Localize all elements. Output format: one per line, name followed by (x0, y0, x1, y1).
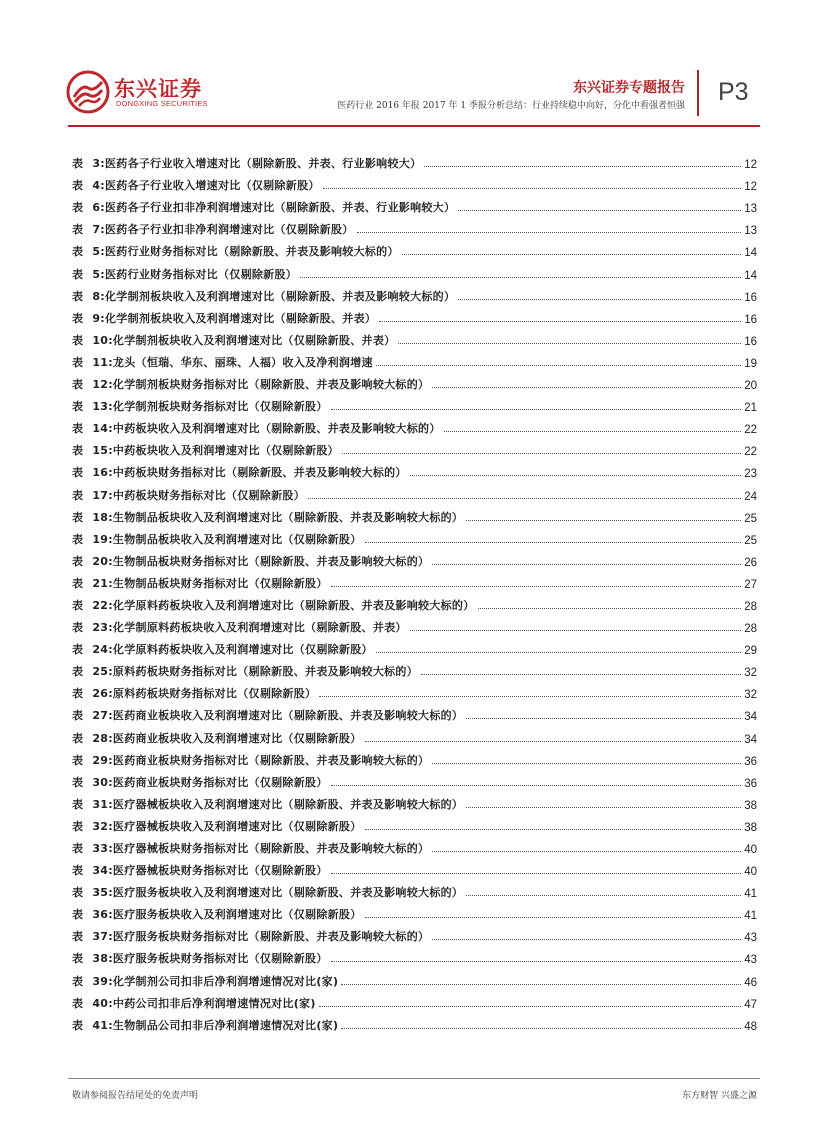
toc-entry[interactable] (72, 723, 757, 745)
toc-entry-text: 32:医疗器械板块收入及利润增速对比（仅剔除新股） (92, 819, 362, 833)
toc-entry-prefix: 表 (72, 223, 84, 237)
toc-leader-dots (466, 807, 741, 808)
toc-entry-page: 28 (744, 600, 757, 613)
toc-entry-page: 25 (744, 512, 757, 525)
toc-entry[interactable] (72, 392, 757, 414)
toc-entry[interactable] (72, 944, 757, 966)
toc-entry-text: 3:医药各子行业收入增速对比（剔除新股、并表、行业影响较大） (92, 157, 422, 171)
toc-entry-text: 24:化学原料药板块收入及利润增速对比（仅剔除新股） (92, 643, 373, 657)
toc-entry[interactable] (72, 259, 757, 281)
toc-entry-text: 41:生物制品公司扣非后净利润增速情况对比(家) (92, 1018, 339, 1032)
toc-entry-page: 38 (744, 821, 757, 834)
toc-leader-dots (331, 785, 742, 786)
toc-leader-dots (379, 321, 741, 322)
toc-entry-text: 16:中药板块财务指标对比（剔除新股、并表及影响较大标的） (92, 466, 407, 480)
toc-leader-dots (466, 520, 741, 521)
toc-entry-label (72, 663, 418, 679)
toc-leader-dots (365, 741, 742, 742)
toc-entry-label (72, 155, 421, 171)
toc-entry-label (72, 597, 475, 613)
toc-entry-prefix: 表 (72, 665, 84, 679)
toc-entry[interactable] (72, 856, 757, 878)
toc-entry-prefix: 表 (72, 598, 84, 612)
toc-entry-page: 16 (744, 291, 757, 304)
toc-entry-page: 19 (744, 357, 757, 370)
toc-entry[interactable] (72, 348, 757, 370)
toc-entry-text: 17:中药板块财务指标对比（仅剔除新股） (92, 488, 306, 502)
toc-entry-text: 5:医药行业财务指标对比（剔除新股、并表及影响较大标的） (92, 245, 399, 259)
toc-entry-label (72, 332, 395, 348)
logo-name-en: DONGXING SECURITIES (116, 99, 208, 108)
toc-entry-label (72, 730, 362, 746)
toc-leader-dots (432, 763, 741, 764)
toc-entry-label (72, 707, 463, 723)
toc-entry-label (72, 619, 407, 635)
page-number: P3 (718, 78, 749, 106)
toc-entry-prefix: 表 (72, 996, 84, 1010)
toc-leader-dots (478, 608, 742, 609)
toc-entry-page: 32 (744, 689, 757, 702)
toc-entry-prefix: 表 (72, 554, 84, 568)
toc-entry[interactable] (72, 193, 757, 215)
toc-entry[interactable] (72, 834, 757, 856)
toc-entry-label (72, 199, 455, 215)
toc-entry-prefix: 表 (72, 267, 84, 281)
toc-entry-text: 19:生物制品板块收入及利润增速对比（仅剔除新股） (92, 532, 362, 546)
toc-entry[interactable] (72, 812, 757, 834)
toc-entry-label (72, 1017, 338, 1033)
toc-entry-page: 28 (744, 623, 757, 636)
toc-entry-label (72, 177, 320, 193)
toc-leader-dots (341, 1028, 741, 1029)
toc-entry-label (72, 796, 463, 812)
toc-entry-text: 37:医疗服务板块财务指标对比（剔除新股、并表及影响较大标的） (92, 930, 430, 944)
toc-leader-dots (323, 188, 742, 189)
toc-entry-text: 34:医疗器械板块财务指标对比（仅剔除新股） (92, 864, 328, 878)
toc-entry[interactable] (72, 304, 757, 326)
toc-entry[interactable] (72, 591, 757, 613)
toc-entry-label (72, 442, 339, 458)
toc-entry-prefix: 表 (72, 400, 84, 414)
toc-entry[interactable] (72, 746, 757, 768)
toc-leader-dots (341, 984, 741, 985)
toc-leader-dots (331, 409, 742, 410)
toc-leader-dots (331, 873, 742, 874)
toc-entry[interactable] (72, 613, 757, 635)
table-of-contents (72, 149, 757, 1033)
toc-entry[interactable] (72, 966, 757, 988)
toc-entry-page: 13 (744, 203, 757, 216)
toc-entry[interactable] (72, 768, 757, 790)
toc-entry-prefix: 表 (72, 333, 84, 347)
toc-entry-page: 21 (744, 402, 757, 415)
toc-entry-label (72, 288, 455, 304)
toc-entry-text: 33:医疗器械板块财务指标对比（剔除新股、并表及影响较大标的） (92, 842, 430, 855)
toc-entry-page: 46 (744, 976, 757, 989)
toc-entry-text: 14:中药板块收入及利润增速对比（剔除新股、并表及影响较大标的） (92, 422, 441, 436)
toc-entry-label (72, 774, 328, 790)
toc-entry-page: 26 (744, 556, 757, 569)
toc-entry[interactable] (72, 370, 757, 392)
toc-entry-page: 16 (744, 313, 757, 326)
toc-entry[interactable] (72, 878, 757, 900)
toc-leader-dots (432, 564, 741, 565)
toc-entry-prefix: 表 (72, 908, 84, 922)
report-title: 东兴证券专题报告 (573, 80, 685, 96)
toc-entry-text: 7:医药各子行业扣非净利润增速对比（仅剔除新股） (92, 223, 354, 237)
toc-entry-label (72, 950, 328, 966)
toc-entry[interactable] (72, 635, 757, 657)
toc-entry-page: 36 (744, 755, 757, 768)
toc-entry-prefix: 表 (72, 179, 84, 193)
toc-entry[interactable] (72, 171, 757, 193)
toc-entry-prefix: 表 (72, 819, 84, 833)
toc-entry-text: 36:医疗服务板块收入及利润增速对比（仅剔除新股） (92, 908, 362, 922)
report-subtitle: 医药行业 2016 年报 2017 年 1 季报分析总结：行业持续稳中向好，分化中看强者恒强 (337, 101, 685, 111)
toc-entry-page: 48 (744, 1020, 757, 1033)
toc-entry[interactable] (72, 547, 757, 569)
toc-entry[interactable] (72, 215, 757, 237)
toc-entry-page: 38 (744, 799, 757, 812)
toc-entry-prefix: 表 (72, 797, 84, 811)
toc-leader-dots (365, 542, 742, 543)
toc-entry[interactable] (72, 790, 757, 812)
footer-disclaimer: 敬请参阅报告结尾处的免责声明 (72, 1091, 199, 1101)
toc-leader-dots (432, 851, 741, 852)
toc-leader-dots (319, 696, 741, 697)
toc-entry-prefix: 表 (72, 709, 84, 723)
toc-entry-page: 41 (744, 888, 757, 901)
toc-entry-prefix: 表 (72, 753, 84, 767)
toc-leader-dots (444, 431, 742, 432)
toc-leader-dots (466, 895, 741, 896)
toc-entry-prefix: 表 (72, 886, 84, 900)
toc-leader-dots (458, 210, 741, 211)
toc-entry-label (72, 310, 376, 326)
toc-entry[interactable] (72, 525, 757, 547)
toc-entry-label (72, 575, 328, 591)
header-divider (68, 125, 760, 127)
toc-entry-text: 39:化学制剂公司扣非后净利润增速情况对比(家) (92, 974, 339, 988)
toc-entry-label (72, 243, 399, 259)
toc-leader-dots (319, 1006, 742, 1007)
toc-leader-dots (424, 166, 741, 167)
toc-entry[interactable] (72, 436, 757, 458)
toc-entry-label (72, 641, 373, 657)
toc-entry-page: 32 (744, 667, 757, 680)
toc-entry[interactable] (72, 701, 757, 723)
toc-entry-page: 14 (744, 269, 757, 282)
toc-entry-prefix: 表 (72, 532, 84, 546)
toc-entry-prefix: 表 (72, 289, 84, 303)
toc-entry-text: 35:医疗服务板块收入及利润增速对比（剔除新股、并表及影响较大标的） (92, 886, 464, 900)
toc-entry-label (72, 420, 441, 436)
toc-entry-label (72, 884, 463, 900)
toc-entry-prefix: 表 (72, 864, 84, 878)
toc-entry[interactable] (72, 326, 757, 348)
toc-entry-label (72, 973, 338, 989)
toc-entry[interactable] (72, 414, 757, 436)
toc-entry-text: 23:化学制原料药板块收入及利润增速对比（剔除新股、并表） (92, 621, 407, 635)
toc-entry-label (72, 685, 316, 701)
toc-entry-prefix: 表 (72, 422, 84, 436)
toc-entry-text: 4:医药各子行业收入增速对比（仅剔除新股） (92, 179, 320, 193)
toc-entry-label (72, 221, 354, 237)
toc-entry-prefix: 表 (72, 510, 84, 524)
toc-entry-text: 18:生物制品板块收入及利润增速对比（剔除新股、并表及影响较大标的） (92, 510, 464, 524)
toc-leader-dots (342, 453, 741, 454)
toc-entry-text: 22:化学原料药板块收入及利润增速对比（剔除新股、并表及影响较大标的） (92, 598, 475, 612)
toc-leader-dots (432, 387, 741, 388)
toc-leader-dots (376, 365, 741, 366)
toc-entry-page: 36 (744, 777, 757, 790)
toc-entry-prefix: 表 (72, 930, 84, 944)
toc-entry-text: 15:中药板块收入及利润增速对比（仅剔除新股） (92, 444, 339, 458)
toc-entry-label (72, 376, 429, 392)
toc-entry-text: 38:医疗服务板块财务指标对比（仅剔除新股） (92, 952, 328, 966)
toc-entry-page: 25 (744, 534, 757, 547)
toc-entry-text: 11:龙头（恒瑞、华东、丽珠、人福）收入及净利润增速 (92, 355, 373, 369)
toc-leader-dots (398, 343, 741, 344)
toc-entry-text: 27:医药商业板块收入及利润增速对比（剔除新股、并表及影响较大标的） (92, 709, 464, 723)
toc-leader-dots (421, 674, 741, 675)
toc-entry-page: 22 (744, 424, 757, 437)
toc-entry[interactable] (72, 569, 757, 591)
toc-leader-dots (376, 652, 741, 653)
toc-entry-text: 31:医疗器械板块收入及利润增速对比（剔除新股、并表及影响较大标的） (92, 797, 464, 811)
toc-entry-label (72, 398, 328, 414)
toc-entry-text: 8:化学制剂板块收入及利润增速对比（剔除新股、并表及影响较大标的） (92, 289, 456, 303)
toc-entry-page: 40 (744, 844, 757, 856)
toc-entry-page: 40 (744, 866, 757, 879)
toc-leader-dots (432, 939, 741, 940)
toc-leader-dots (410, 630, 741, 631)
toc-entry[interactable] (72, 657, 757, 679)
toc-entry-prefix: 表 (72, 1018, 84, 1032)
toc-entry-prefix: 表 (72, 355, 84, 369)
toc-entry-page: 12 (744, 181, 757, 194)
toc-entry-prefix: 表 (72, 444, 84, 458)
toc-entry-label (72, 840, 429, 856)
toc-entry-label (72, 818, 362, 834)
toc-entry-prefix: 表 (72, 775, 84, 789)
toc-entry-prefix: 表 (72, 488, 84, 502)
toc-entry-page: 16 (744, 335, 757, 348)
toc-entry[interactable] (72, 679, 757, 701)
toc-entry-prefix: 表 (72, 311, 84, 325)
toc-entry-text: 13:化学制剂板块财务指标对比（仅剔除新股） (92, 400, 328, 414)
toc-entry-label (72, 906, 362, 922)
toc-leader-dots (365, 829, 742, 830)
toc-entry-prefix: 表 (72, 621, 84, 635)
toc-entry-page: 43 (744, 954, 757, 967)
toc-entry-text: 40:中药公司扣非后净利润增速情况对比(家) (92, 996, 316, 1010)
header-divider-vertical (697, 70, 699, 116)
toc-entry-text: 6:医药各子行业扣非净利润增速对比（剔除新股、并表、行业影响较大） (92, 201, 456, 215)
toc-entry-text: 25:原料药板块财务指标对比（剔除新股、并表及影响较大标的） (92, 665, 419, 679)
toc-entry[interactable] (72, 1011, 757, 1033)
toc-entry-prefix: 表 (72, 643, 84, 657)
toc-entry-label (72, 928, 429, 944)
toc-entry[interactable] (72, 922, 757, 944)
toc-entry-page: 22 (744, 446, 757, 459)
toc-leader-dots (331, 586, 742, 587)
toc-entry-text: 12:化学制剂板块财务指标对比（剔除新股、并表及影响较大标的） (92, 378, 430, 392)
toc-entry-label (72, 862, 328, 878)
toc-entry-label (72, 752, 429, 768)
toc-entry[interactable] (72, 480, 757, 502)
toc-entry-prefix: 表 (72, 952, 84, 966)
toc-entry-text: 9:化学制剂板块收入及利润增速对比（剔除新股、并表） (92, 311, 377, 325)
toc-entry-text: 28:医药商业板块收入及利润增速对比（仅剔除新股） (92, 731, 362, 745)
toc-entry-page: 34 (744, 733, 757, 746)
toc-entry-page: 34 (744, 711, 757, 724)
toc-entry-text: 20:生物制品板块财务指标对比（剔除新股、并表及影响较大标的） (92, 554, 430, 568)
toc-entry-label (72, 509, 463, 525)
toc-leader-dots (458, 299, 741, 300)
toc-entry-page: 14 (744, 247, 757, 260)
toc-entry[interactable] (72, 282, 757, 304)
toc-entry-page: 29 (744, 645, 757, 658)
toc-entry-page: 13 (744, 225, 757, 238)
toc-entry-label (72, 995, 316, 1011)
toc-entry-prefix: 表 (72, 245, 84, 259)
toc-entry-label (72, 354, 373, 370)
toc-entry[interactable] (72, 458, 757, 480)
toc-entry-prefix: 表 (72, 731, 84, 745)
toc-entry[interactable] (72, 149, 757, 171)
toc-entry-label (72, 464, 407, 480)
toc-entry-page: 41 (744, 910, 757, 923)
toc-leader-dots (300, 277, 741, 278)
toc-entry-text: 10:化学制剂板块收入及利润增速对比（仅剔除新股、并表） (92, 333, 396, 347)
footer-divider (68, 1078, 760, 1079)
footer-slogan: 东方财智 兴盛之源 (682, 1091, 757, 1101)
toc-leader-dots (410, 475, 741, 476)
toc-entry-page: 12 (744, 159, 757, 172)
toc-entry[interactable] (72, 900, 757, 922)
toc-entry-prefix: 表 (72, 974, 84, 988)
toc-entry-prefix: 表 (72, 378, 84, 392)
page-header (0, 0, 827, 130)
toc-entry-label (72, 266, 297, 282)
toc-leader-dots (365, 917, 742, 918)
toc-entry[interactable] (72, 989, 757, 1011)
toc-entry-page: 20 (744, 380, 757, 393)
toc-leader-dots (466, 718, 741, 719)
toc-entry-prefix: 表 (72, 201, 84, 215)
toc-entry-page: 47 (744, 998, 757, 1011)
dongxing-logo-icon (66, 70, 110, 114)
toc-entry-label (72, 531, 362, 547)
toc-leader-dots (308, 498, 741, 499)
toc-entry-prefix: 表 (72, 687, 84, 701)
toc-entry-prefix: 表 (72, 157, 84, 171)
toc-entry-page: 24 (744, 490, 757, 503)
toc-leader-dots (402, 254, 741, 255)
toc-leader-dots (357, 232, 742, 233)
toc-entry-text: 30:医药商业板块财务指标对比（仅剔除新股） (92, 775, 328, 789)
logo-name-cn: 东兴证券 (114, 77, 202, 101)
toc-entry-label (72, 487, 305, 503)
toc-entry-text: 21:生物制品板块财务指标对比（仅剔除新股） (92, 576, 328, 590)
toc-leader-dots (331, 961, 742, 962)
toc-entry-label (72, 553, 429, 569)
toc-entry-page: 43 (744, 932, 757, 945)
toc-entry-text: 29:医药商业板块财务指标对比（剔除新股、并表及影响较大标的） (92, 753, 430, 767)
toc-entry-prefix: 表 (72, 466, 84, 480)
toc-entry-page: 23 (744, 468, 757, 481)
toc-entry-text: 5:医药行业财务指标对比（仅剔除新股） (92, 267, 298, 281)
toc-entry-text: 26:原料药板块财务指标对比（仅剔除新股） (92, 687, 317, 701)
toc-entry[interactable] (72, 503, 757, 525)
toc-entry[interactable] (72, 237, 757, 259)
toc-entry-prefix: 表 (72, 842, 84, 855)
toc-entry-page: 27 (744, 578, 757, 591)
toc-entry-prefix: 表 (72, 576, 84, 590)
